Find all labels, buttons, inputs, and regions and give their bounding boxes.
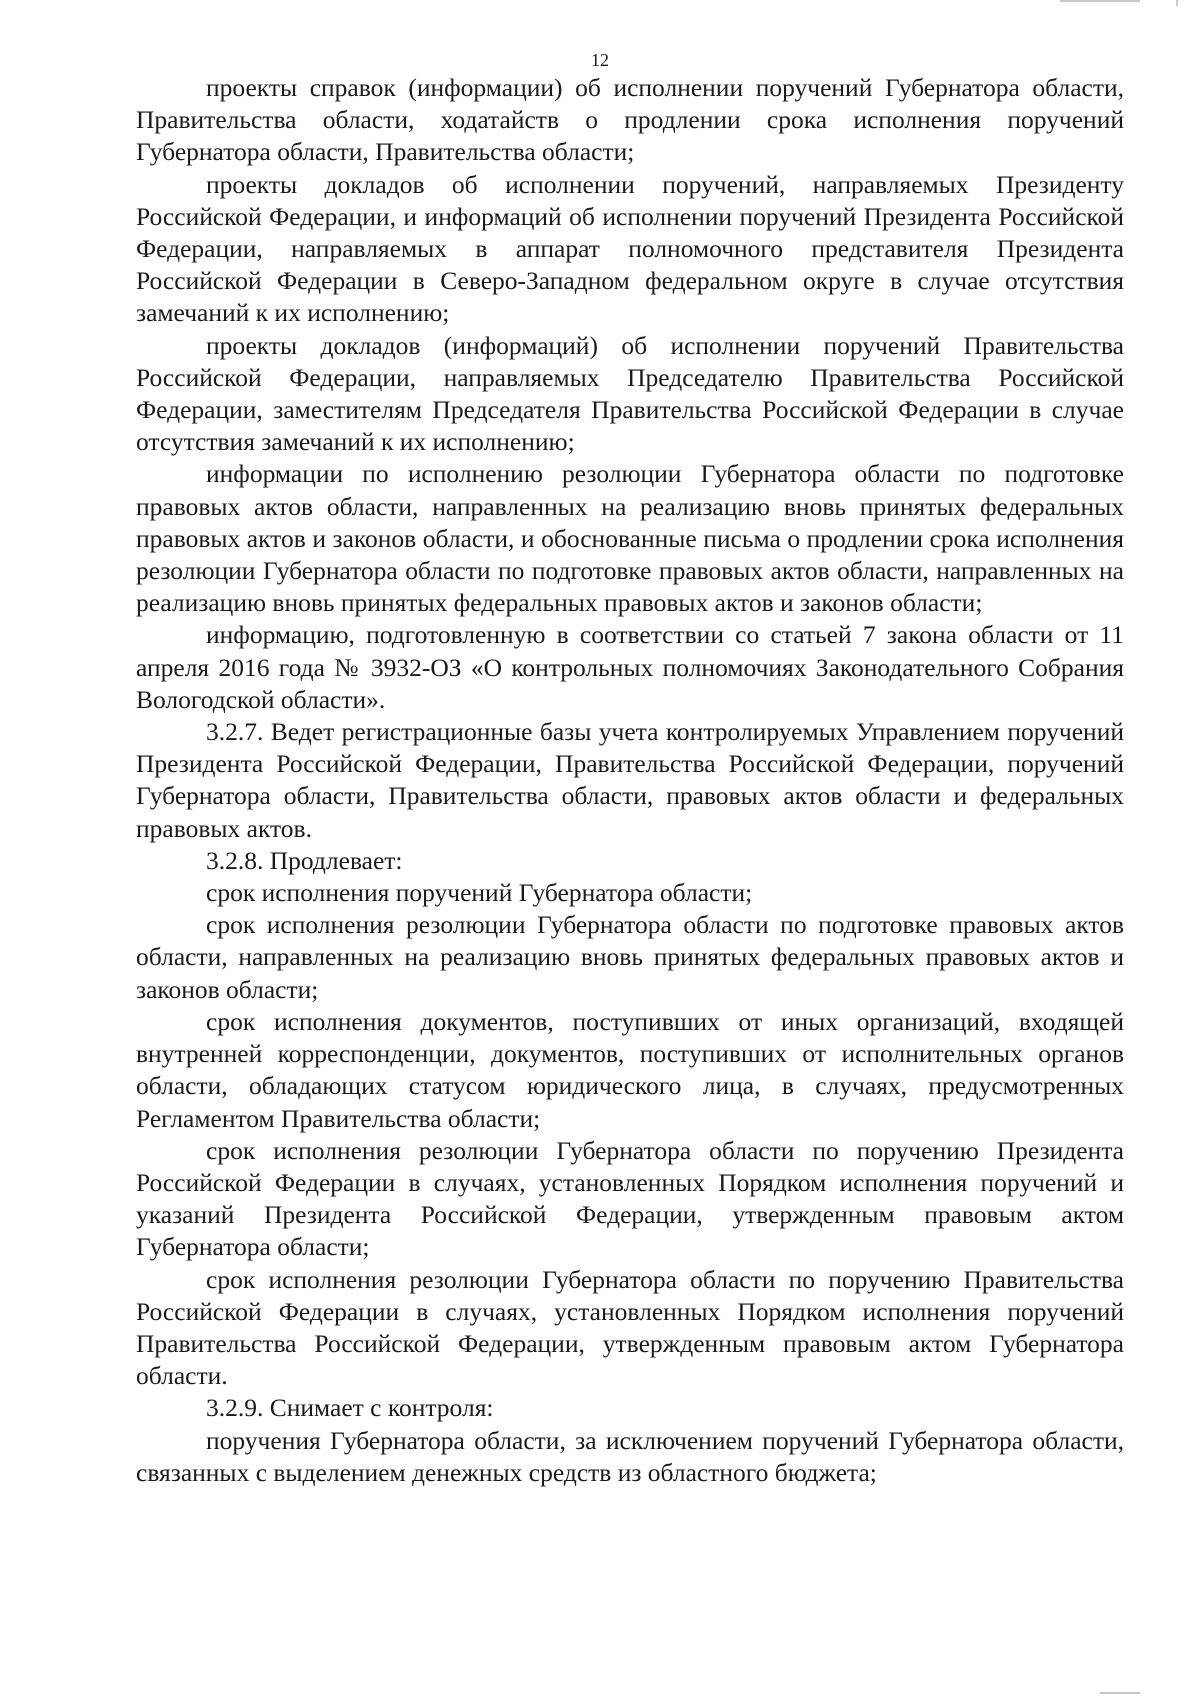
- scan-artifact: [1176, 0, 1178, 6]
- paragraph: проекты докладов (информаций) об исполнении поручений Правительства Российской Федерации, направляемых Председателю Правительства Российской Федерации, заместителям Председателя Правительства Российской Федерации в случае отсутствия замечаний к их исполнению;: [136, 330, 1124, 457]
- paragraph: срок исполнения резолюции Губернатора области по подготовке правовых актов области, направленных на реализацию вновь принятых федеральных правовых актов и законов области;: [136, 910, 1124, 1004]
- paragraph: срок исполнения резолюции Губернатора области по поручению Правительства Российской Федерации в случаях, установленных Порядком исполнения поручений Правительства Российской Федерации, утвержденным правовым актом Губернатора области.: [136, 1264, 1124, 1391]
- document-body: [136, 72, 1124, 1489]
- paragraph: информации по исполнению резолюции Губернатора области по подготовке правовых актов области, направленных на реализацию вновь принятых федеральных правовых актов и законов области, и обоснованные письма о продлении срока исполнения резолюции Губернатора области по подготовке правовых актов области, направленных на реализацию вновь принятых федеральных правовых актов и законов области;: [136, 459, 1124, 618]
- paragraph: срок исполнения поручений Губернатора области;: [206, 878, 753, 908]
- paragraph: поручения Губернатора области, за исключением поручений Губернатора области, связанных с выделением денежных средств из областного бюджета;: [136, 1425, 1124, 1487]
- paragraph: срок исполнения резолюции Губернатора области по поручению Президента Российской Федерации в случаях, установленных Порядком исполнения поручений и указаний Президента Российской Федерации, утвержденным правовым актом Губернатора области;: [136, 1135, 1124, 1262]
- scan-artifact: [1100, 1692, 1140, 1694]
- paragraph: проекты докладов об исполнении поручений, направляемых Президенту Российской Федерации, и информаций об исполнении поручений Президента Российской Федерации, направляемых в аппарат полномочного представителя Президента Российской Федерации в Северо-Западном федеральном округе в случае отсутствия замечаний к их исполнению;: [136, 169, 1124, 328]
- paragraph: срок исполнения документов, поступивших от иных организаций, входящей внутренней корреспонденции, документов, поступивших от исполнительных органов области, обладающих статусом юридического лица, в случаях, предусмотренных Регламентом Правительства области;: [136, 1006, 1124, 1133]
- page-number: 12: [591, 50, 609, 70]
- scan-artifact: [1060, 0, 1140, 2]
- section-3-2-9-heading: 3.2.9. Снимает с контроля:: [206, 1393, 494, 1423]
- section-3-2-7: 3.2.7. Ведет регистрационные базы учета контролируемых Управлением поручений Президента Российской Федерации, Правительства Российской Федерации, поручений Губернатора области, Правительства области, правовых актов области и федеральных правовых актов.: [136, 717, 1124, 843]
- paragraph: проекты справок (информации) об исполнении поручений Губернатора области, Правительства области, ходатайств о продлении срока исполнения поручений Губернатора области, Правительства области;: [136, 73, 1124, 167]
- paragraph: информацию, подготовленную в соответствии со статьей 7 закона области от 11 апреля 2016 года № 3932-ОЗ «О контрольных полномочиях Законодательного Собрания Вологодской области».: [136, 620, 1124, 714]
- section-3-2-8-heading: 3.2.8. Продлевает:: [206, 845, 403, 875]
